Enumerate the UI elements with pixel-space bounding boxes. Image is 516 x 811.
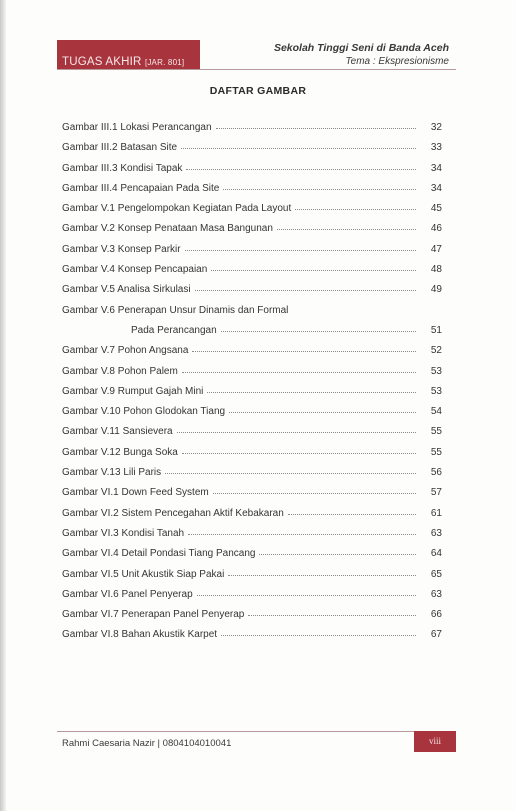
entry-label: Gambar V.4 Konsep Pencapaian xyxy=(62,264,208,276)
entry-label: Gambar V.10 Pohon Glodokan Tiang xyxy=(62,406,226,418)
list-item xyxy=(62,183,442,203)
list-item xyxy=(62,163,442,183)
dot-leader xyxy=(288,513,416,515)
list-item xyxy=(62,203,442,223)
entry-label: Gambar VI.2 Sistem Pencegahan Aktif Kebakaran xyxy=(62,507,284,519)
list-item xyxy=(62,447,442,467)
entry-label: Gambar V.13 Lili Paris xyxy=(62,467,162,479)
header-divider xyxy=(57,69,456,70)
dot-leader xyxy=(216,127,416,129)
entry-label: Gambar V.11 Sansievera xyxy=(62,426,173,438)
entry-page: 65 xyxy=(430,568,442,580)
entry-label: Gambar III.1 Lokasi Perancangan xyxy=(62,122,212,133)
figure-list xyxy=(62,122,442,650)
page-edge-shadow xyxy=(0,0,6,811)
dot-leader xyxy=(259,553,416,555)
dot-leader xyxy=(207,391,416,393)
entry-label: Gambar III.3 Kondisi Tapak xyxy=(62,162,183,174)
footer-divider xyxy=(57,731,456,732)
list-item xyxy=(62,264,442,284)
entry-label: Pada Perancangan xyxy=(131,324,217,336)
entry-page: 53 xyxy=(430,365,442,377)
list-item xyxy=(62,305,442,325)
entry-page: 61 xyxy=(430,507,442,519)
dot-leader xyxy=(165,472,416,474)
list-item xyxy=(62,569,442,589)
dot-leader xyxy=(195,289,416,291)
dot-leader xyxy=(192,350,416,352)
page-title: DAFTAR GAMBAR xyxy=(209,85,307,97)
list-item xyxy=(62,366,442,386)
list-item xyxy=(62,548,442,568)
entry-page: 33 xyxy=(430,142,442,154)
entry-page: 57 xyxy=(430,487,442,499)
dot-leader xyxy=(228,574,416,576)
dot-leader xyxy=(211,269,416,271)
list-item xyxy=(62,142,442,162)
entry-page: 53 xyxy=(430,385,442,397)
dot-leader xyxy=(182,452,416,454)
school-name: Sekolah Tinggi Seni di Banda Aceh xyxy=(273,42,449,54)
dot-leader xyxy=(181,147,416,149)
entry-label: Gambar VI.3 Kondisi Tanah xyxy=(62,527,185,539)
entry-label: Gambar III.4 Pencapaian Pada Site xyxy=(62,182,220,194)
header-badge xyxy=(57,40,200,70)
list-item xyxy=(62,629,442,649)
entry-label: Gambar V.3 Konsep Parkir xyxy=(62,243,181,255)
dot-leader xyxy=(213,492,416,494)
entry-page: 51 xyxy=(430,324,442,336)
page-number: viii xyxy=(414,731,456,752)
entry-label: Gambar V.1 Pengelompokan Kegiatan Pada Layout xyxy=(62,203,292,215)
entry-label: Gambar V.5 Analisa Sirkulasi xyxy=(62,284,191,296)
badge-code: [JAR. 801] xyxy=(144,58,185,67)
entry-label: Gambar V.12 Bunga Soka xyxy=(62,446,178,458)
entry-page: 63 xyxy=(430,527,442,539)
entry-label: Gambar V.6 Penerapan Unsur Dinamis dan Formal xyxy=(62,304,289,316)
dot-leader xyxy=(186,168,416,170)
entry-page: 49 xyxy=(430,284,442,296)
list-item xyxy=(62,386,442,406)
entry-label: Gambar V.7 Pohon Angsana xyxy=(62,345,189,357)
entry-page: 52 xyxy=(430,345,442,357)
list-item xyxy=(62,589,442,609)
entry-page: 46 xyxy=(430,223,442,235)
entry-page: 32 xyxy=(430,122,442,133)
dot-leader xyxy=(248,614,416,616)
dot-leader xyxy=(277,228,416,230)
list-item xyxy=(62,244,442,264)
dot-leader xyxy=(292,311,416,312)
entry-label: Gambar V.9 Rumput Gajah Mini xyxy=(62,385,204,397)
list-item xyxy=(62,345,442,365)
list-item xyxy=(62,467,442,487)
entry-page: 56 xyxy=(430,467,442,479)
dot-leader xyxy=(177,431,416,433)
list-item xyxy=(62,528,442,548)
entry-page: 34 xyxy=(430,162,442,174)
entry-page: 47 xyxy=(430,243,442,255)
header-info xyxy=(274,41,449,68)
entry-page: 55 xyxy=(430,426,442,438)
footer-author: Rahmi Caesaria Nazir | 0804104010041 xyxy=(62,738,232,749)
list-item xyxy=(62,284,442,304)
entry-label: Gambar VI.8 Bahan Akustik Karpet xyxy=(62,629,218,641)
entry-page: 63 xyxy=(430,588,442,600)
dot-leader xyxy=(185,249,416,251)
entry-page: 55 xyxy=(430,446,442,458)
entry-label: Gambar VI.1 Down Feed System xyxy=(62,487,209,499)
list-item xyxy=(62,609,442,629)
entry-label: Gambar VI.5 Unit Akustik Siap Pakai xyxy=(62,568,225,580)
entry-page: 34 xyxy=(430,182,442,194)
entry-page: 67 xyxy=(430,629,442,641)
entry-label: Gambar V.8 Pohon Palem xyxy=(62,365,178,377)
entry-label: Gambar III.2 Batasan Site xyxy=(62,142,178,154)
entry-label: Gambar V.2 Konsep Penataan Masa Bangunan xyxy=(62,223,273,235)
entry-page: 48 xyxy=(430,264,442,276)
entry-label: Gambar VI.6 Panel Penyerap xyxy=(62,588,193,600)
dot-leader xyxy=(188,533,416,535)
dot-leader xyxy=(182,371,416,373)
dot-leader xyxy=(197,594,416,596)
entry-label: Gambar VI.4 Detail Pondasi Tiang Pancang xyxy=(62,548,256,560)
dot-leader xyxy=(223,188,416,190)
list-item xyxy=(62,325,442,345)
dot-leader xyxy=(229,411,416,413)
list-item xyxy=(62,406,442,426)
entry-page: 66 xyxy=(430,609,442,621)
entry-page: 45 xyxy=(430,203,442,215)
list-item xyxy=(62,122,442,142)
entry-page: 54 xyxy=(430,406,442,418)
list-item xyxy=(62,487,442,507)
entry-label: Gambar VI.7 Penerapan Panel Penyerap xyxy=(62,609,245,621)
list-item xyxy=(62,426,442,446)
dot-leader xyxy=(221,634,416,636)
list-item xyxy=(62,508,442,528)
badge-title: TUGAS AKHIR xyxy=(62,56,142,68)
list-item xyxy=(62,223,442,243)
theme-text: Tema : Ekspresionisme xyxy=(345,56,449,67)
dot-leader xyxy=(295,208,416,210)
entry-page: 64 xyxy=(430,548,442,560)
dot-leader xyxy=(221,330,416,332)
